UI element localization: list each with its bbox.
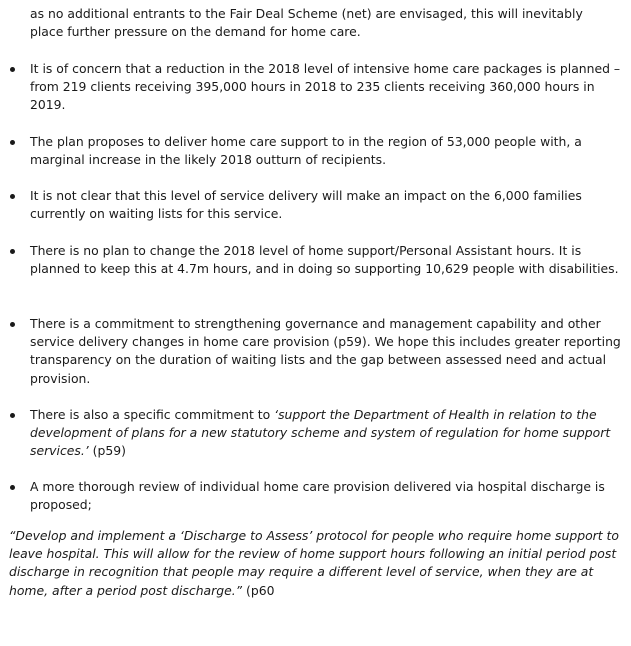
list-item bbox=[30, 315, 622, 388]
list-item bbox=[30, 133, 622, 169]
quote-page-ref: (p60 bbox=[242, 582, 275, 598]
list-item-text: The plan proposes to deliver home care support to in the region of 53,000 people with, a marginal increase in the likely 2018 outturn of recipients. bbox=[30, 134, 582, 168]
bullet-dot-icon bbox=[10, 249, 15, 254]
list-item-quoted-commitment: ‘support the Department of Health in relation to the development of plans for a new statutory scheme and system of regulation for home support services.’ bbox=[30, 407, 611, 459]
list-item bbox=[30, 478, 622, 514]
list-item-text: A more thorough review of individual home care provision delivered via hospital discharge is proposed; bbox=[30, 479, 605, 513]
list-item-page-ref: (p59) bbox=[88, 443, 126, 459]
bullet-dot-icon bbox=[10, 322, 15, 327]
list-item-text: It is not clear that this level of service delivery will make an impact on the 6,000 families currently on waiting lists for this service. bbox=[30, 188, 582, 222]
list-item-text-prefix: There is also a specific commitment to bbox=[30, 407, 275, 422]
bullet-dot-icon bbox=[10, 67, 15, 72]
list-item-text: There is a commitment to strengthening governance and management capability and other service delivery changes in home care provision (p59). We hope this includes greater reporting transparency on the duration of waiting lists and the gap between assessed need and actual provision. bbox=[30, 316, 621, 386]
list-item bbox=[30, 406, 622, 461]
continuation-paragraph: as no additional entrants to the Fair Deal Scheme (net) are envisaged, this will inevitably place further pressure on the demand for home care. bbox=[30, 6, 583, 40]
list-item-text: It is of concern that a reduction in the 2018 level of intensive home care packages is planned – from 219 clients receiving 395,000 hours in 2018 to 235 clients receiving 360,000 hours in 2019. bbox=[30, 61, 621, 113]
list-item bbox=[30, 242, 622, 278]
list-item bbox=[30, 187, 622, 223]
bullet-dot-icon bbox=[10, 194, 15, 199]
bullet-dot-icon bbox=[10, 140, 15, 145]
block-quote bbox=[9, 527, 621, 600]
bullet-dot-icon bbox=[10, 485, 15, 490]
list-item bbox=[30, 60, 622, 115]
quote-text: “Develop and implement a ‘Discharge to Assess’ protocol for people who require home support to leave hospital. This will allow for the review of home support hours following an initial period post discharge in recognition that people may require a different level of service, when they are at home, after a period post discharge.” bbox=[9, 528, 619, 598]
list-item-text: There is no plan to change the 2018 level of home support/Personal Assistant hours. It is planned to keep this at 4.7m hours, and in doing so supporting 10,629 people with disabilities. bbox=[30, 243, 619, 277]
bullet-dot-icon bbox=[10, 413, 15, 418]
